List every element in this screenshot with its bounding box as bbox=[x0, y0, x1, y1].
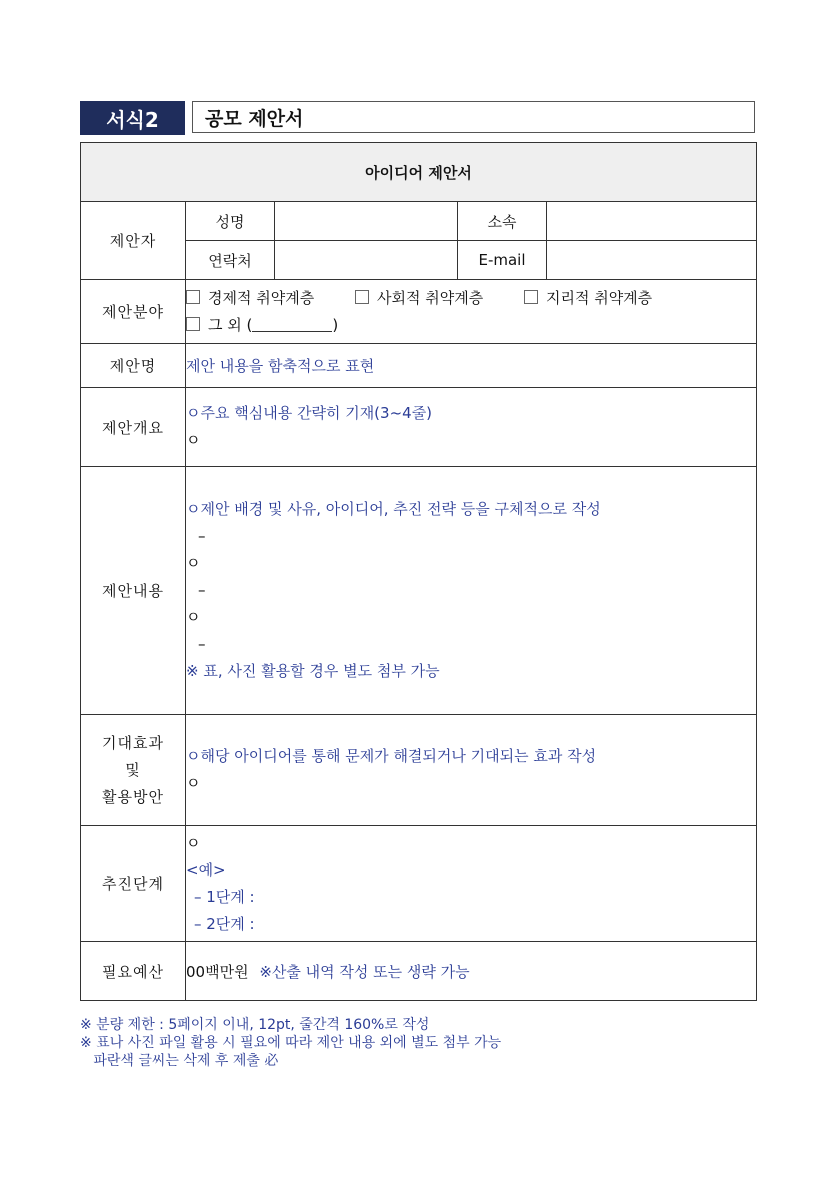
content-label: 제안내용 bbox=[81, 467, 186, 715]
form-title: 아이디어 제안서 bbox=[81, 143, 757, 202]
form-header-title: 공모 제안서 bbox=[192, 101, 755, 133]
contact-label: 연락처 bbox=[186, 241, 275, 280]
budget-amount: 00백만원 bbox=[186, 962, 249, 981]
form-header bbox=[80, 101, 755, 135]
contact-field[interactable] bbox=[275, 241, 458, 280]
name-field[interactable] bbox=[275, 202, 458, 241]
option-other[interactable]: 그 외 ( ) bbox=[186, 312, 756, 339]
name-label: 성명 bbox=[186, 202, 275, 241]
proposal-name-guide[interactable]: 제안 내용을 함축적으로 표현 bbox=[186, 344, 757, 388]
footnote-attachment: ※ 표나 사진 파일 활용 시 필요에 따라 제안 내용 외에 별도 첨부 가능 bbox=[80, 1035, 502, 1051]
checkbox-icon[interactable] bbox=[524, 290, 538, 304]
affiliation-label: 소속 bbox=[458, 202, 547, 241]
field-options bbox=[186, 280, 757, 344]
checkbox-icon[interactable] bbox=[186, 317, 200, 331]
content-body[interactable]: ㅇ제안 배경 및 사유, 아이디어, 추진 전략 등을 구체적으로 작성 – ㅇ – ㅇ – ※ 표, 사진 활용할 경우 별도 첨부 가능 bbox=[186, 467, 757, 715]
steps-label: 추진단계 bbox=[81, 826, 186, 942]
budget-note: ※산출 내역 작성 또는 생략 가능 bbox=[259, 962, 470, 981]
email-field[interactable] bbox=[547, 241, 757, 280]
proposer-label: 제안자 bbox=[81, 202, 186, 280]
footnotes bbox=[80, 1016, 501, 1070]
steps-content[interactable]: ㅇ <예> – 1단계 : – 2단계 : bbox=[186, 826, 757, 942]
overview-label: 제안개요 bbox=[81, 388, 186, 467]
budget-label: 필요예산 bbox=[81, 942, 186, 1001]
effect-label: 기대효과 및 활용방안 bbox=[81, 715, 186, 826]
other-blank[interactable] bbox=[252, 317, 332, 332]
option-economic[interactable]: 경제적 취약계층 bbox=[186, 289, 314, 307]
option-social[interactable]: 사회적 취약계층 bbox=[355, 289, 483, 307]
form-number-badge: 서식2 bbox=[80, 101, 185, 135]
budget-content[interactable] bbox=[186, 942, 757, 1001]
affiliation-field[interactable] bbox=[547, 202, 757, 241]
email-label: E-mail bbox=[458, 241, 547, 280]
field-label: 제안분야 bbox=[81, 280, 186, 344]
proposal-form bbox=[80, 142, 757, 1001]
attachment-note: ※ 표, 사진 활용할 경우 별도 첨부 가능 bbox=[186, 662, 440, 680]
option-geographic[interactable]: 지리적 취약계층 bbox=[524, 289, 652, 307]
effect-content[interactable]: ㅇ해당 아이디어를 통해 문제가 해결되거나 기대되는 효과 작성 ㅇ bbox=[186, 715, 757, 826]
footnote-length: ※ 분량 제한 : 5페이지 이내, 12pt, 줄간격 160%로 작성 bbox=[80, 1017, 430, 1033]
checkbox-icon[interactable] bbox=[186, 290, 200, 304]
overview-content[interactable]: ㅇ주요 핵심내용 간략히 기재(3~4줄) ㅇ bbox=[186, 388, 757, 467]
checkbox-icon[interactable] bbox=[355, 290, 369, 304]
footnote-blue-text: 파란색 글씨는 삭제 후 제출 必 bbox=[80, 1053, 279, 1069]
proposal-name-label: 제안명 bbox=[81, 344, 186, 388]
